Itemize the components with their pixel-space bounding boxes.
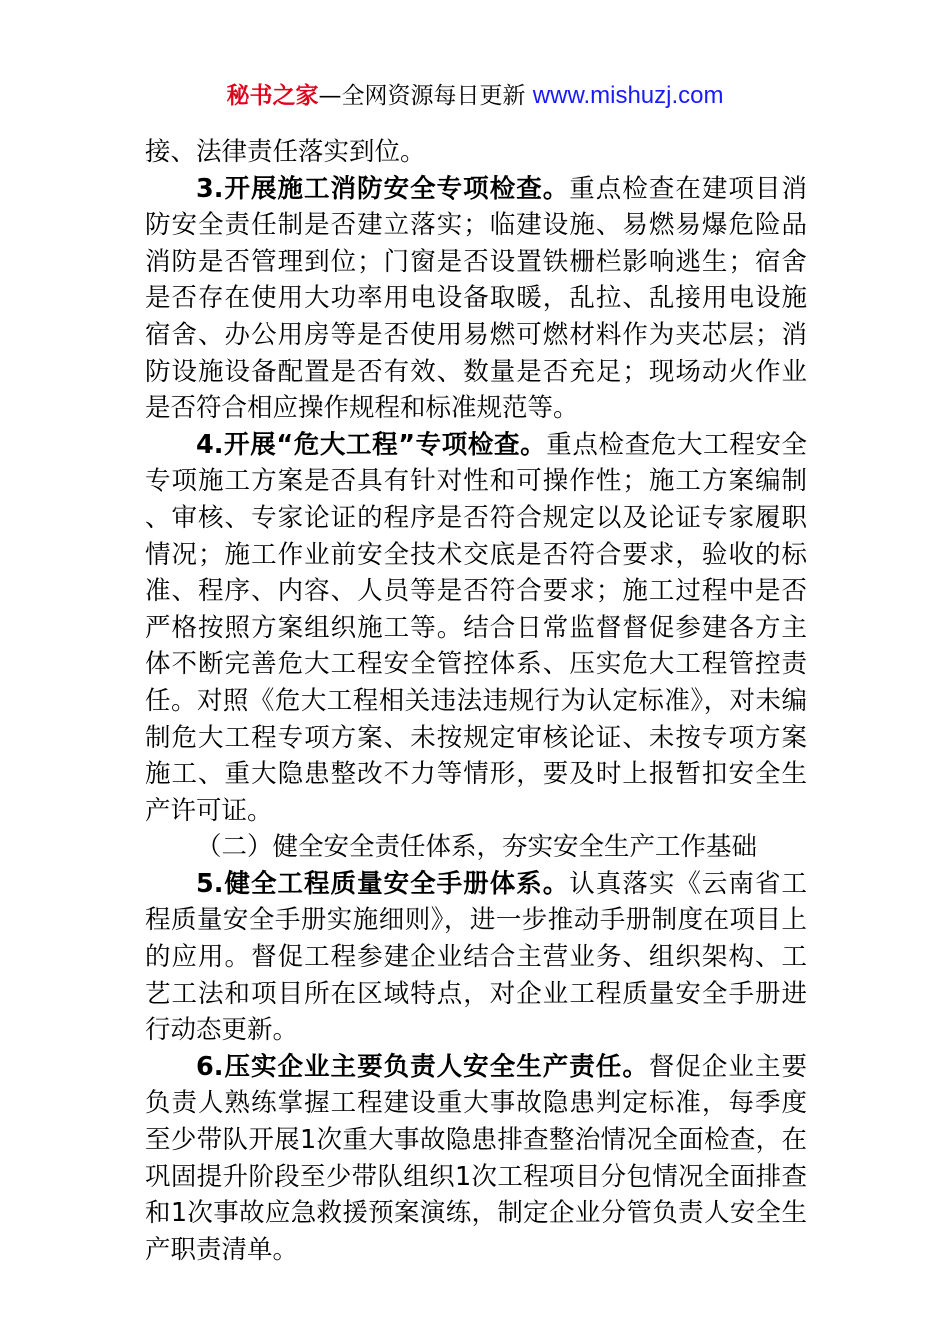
site-link[interactable]: www.mishuzj.com: [532, 82, 724, 109]
document-body: [145, 134, 807, 1268]
paragraph-heading: 5.健全工程质量安全手册体系。: [196, 868, 570, 899]
paragraph-continuation: [145, 134, 807, 171]
paragraph-text: 重点检查危大工程安全专项施工方案是否具有针对性和可操作性；施工方案编制、审核、专家论证的程序是否符合规定以及论证专家履职情况；施工作业前安全技术交底是否符合要求，验收的标准、程序、内容、人员等是否符合要求；施工过程中是否严格按照方案组织施工等。结合日常监督督促参建各方主体不断完善危大工程安全管控体系、压实危大工程管控责任。对照《危大工程相关违法违规行为认定标准》，对未编制危大工程专项方案、未按规定审核论证、未按专项方案施工、重大隐患整改不力等情形，要及时上报暂扣安全生产许可证。: [145, 429, 807, 826]
section-heading: （二）健全安全责任体系，夯实安全生产工作基础: [196, 832, 758, 863]
brand-name: 秘书之家: [226, 83, 319, 109]
paragraph-text: 督促企业主要负责人熟练掌握工程建设重大事故隐患判定标准，每季度至少带队开展1次重大事故隐患排查整治情况全面检查，在巩固提升阶段至少带队组织1次工程项目分包情况全面排查和1次事故应急救援预案演练，制定企业分管负责人安全生产职责清单。: [145, 1051, 807, 1265]
paragraph-leader-responsibility: [145, 1049, 807, 1269]
paragraph-fire-safety-inspection: [145, 171, 807, 427]
page-header: [0, 80, 950, 112]
paragraph-heading: 3.开展施工消防安全专项检查。: [196, 173, 570, 204]
paragraph-text: 接、法律责任落实到位。: [145, 137, 426, 167]
paragraph-text: 重点检查在建项目消防安全责任制是否建立落实；临建设施、易燃易爆危险品消防是否管理到位；门窗是否设置铁栅栏影响逃生；宿舍是否存在使用大功率用电设备取暖，乱拉、乱接用电设施宿舍、办公用房等是否使用易燃可燃材料作为夹芯层；消防设施设备配置是否有效、数量是否充足；现场动火作业是否符合相应操作规程和标准规范等。: [145, 173, 807, 424]
paragraph-text: 认真落实《云南省工程质量安全手册实施细则》，进一步推动手册制度在项目上的应用。督促工程参建企业结合主营业务、组织架构、工艺工法和项目所在区域特点，对企业工程质量安全手册进行动态更新。: [145, 868, 807, 1046]
paragraph-heading: 4.开展“危大工程”专项检查。: [196, 429, 547, 460]
paragraph-dangerous-works-inspection: [145, 427, 807, 830]
header-slogan: —全网资源每日更新: [318, 83, 533, 109]
paragraph-safety-manual-system: [145, 866, 807, 1049]
paragraph-heading: 6.压实企业主要负责人安全生产责任。: [196, 1051, 649, 1082]
